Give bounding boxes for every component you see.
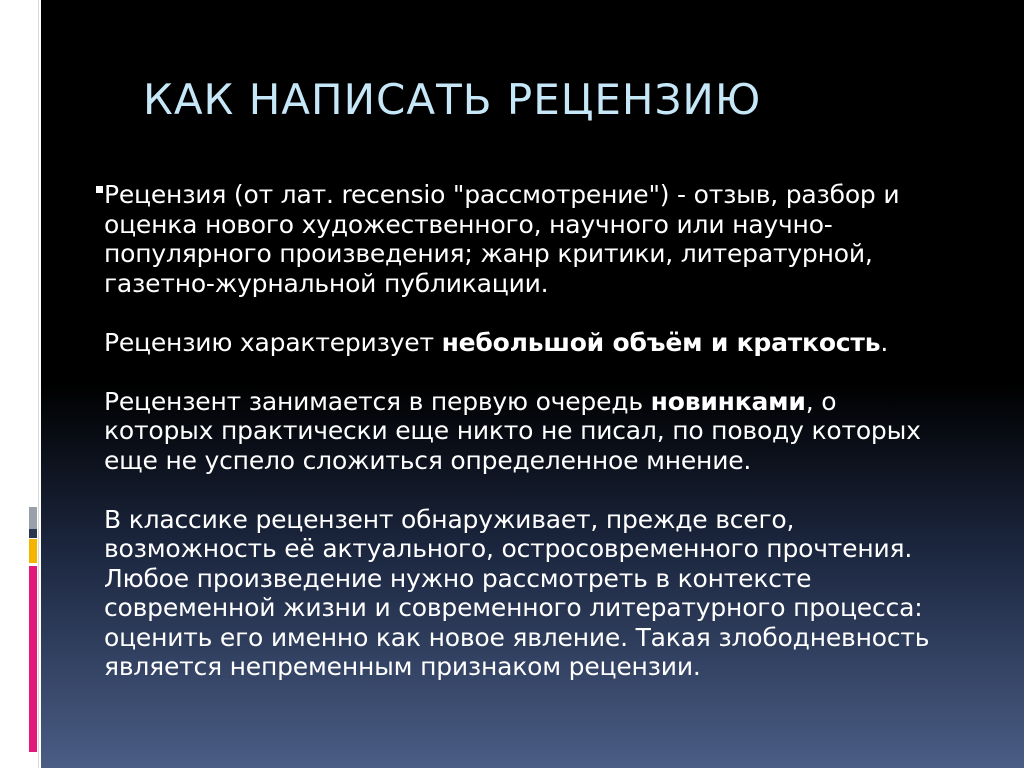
- decor-dark-block: [29, 529, 37, 538]
- text-line: возможность её актуального, остросовременного прочтения.: [104, 534, 913, 563]
- bold-phrase: новинками: [650, 386, 806, 416]
- text-line: [104, 328, 1004, 358]
- text-line: [104, 387, 1004, 417]
- text-line: еще не успело сложиться определенное мнение.: [104, 445, 752, 475]
- slide-body: [104, 180, 1004, 682]
- text-segment: Рецензент занимается в первую очередь: [104, 386, 651, 416]
- text-line: оценка нового художественного, научного или научно-: [104, 209, 833, 239]
- decor-gray-block: [29, 507, 37, 529]
- square-bullet-icon: [96, 186, 103, 193]
- left-decor-band: [0, 0, 41, 768]
- text-segment: , о: [805, 386, 837, 416]
- definition-paragraph: [104, 180, 1004, 298]
- text-line: В классике рецензент обнаруживает, прежде всего,: [104, 504, 795, 534]
- decor-pink-bar: [29, 566, 37, 752]
- text-line: Рецензия (от лат. recensio "рассмотрение") - отзыв, разбор и: [104, 180, 900, 209]
- text-line: которых практически еще никто не писал, по поводу которых: [104, 416, 921, 445]
- text-line: современной жизни и современного литературного процесса:: [104, 593, 923, 622]
- text-line: популярного произведения; жанр критики, литературной,: [104, 239, 873, 268]
- brevity-paragraph: [104, 328, 1004, 358]
- novelty-paragraph: [104, 387, 1004, 476]
- slide-title: КАК НАПИСАТЬ РЕЦЕНЗИЮ: [143, 75, 762, 124]
- text-segment: .: [880, 327, 889, 357]
- text-line: является непременным признаком рецензии.: [104, 652, 701, 681]
- text-line: Любое произведение нужно рассмотреть в контексте: [104, 563, 812, 593]
- text-segment: Рецензию характеризует: [104, 327, 442, 357]
- decor-line: [38, 0, 39, 768]
- classics-paragraph: [104, 505, 1004, 682]
- text-line: газетно-журнальной публикации.: [104, 268, 549, 298]
- bold-phrase: небольшой объём и краткость: [441, 327, 881, 357]
- text-line: оценить его именно как новое явление. Такая злободневность: [104, 622, 930, 652]
- decor-yellow-block: [29, 539, 37, 563]
